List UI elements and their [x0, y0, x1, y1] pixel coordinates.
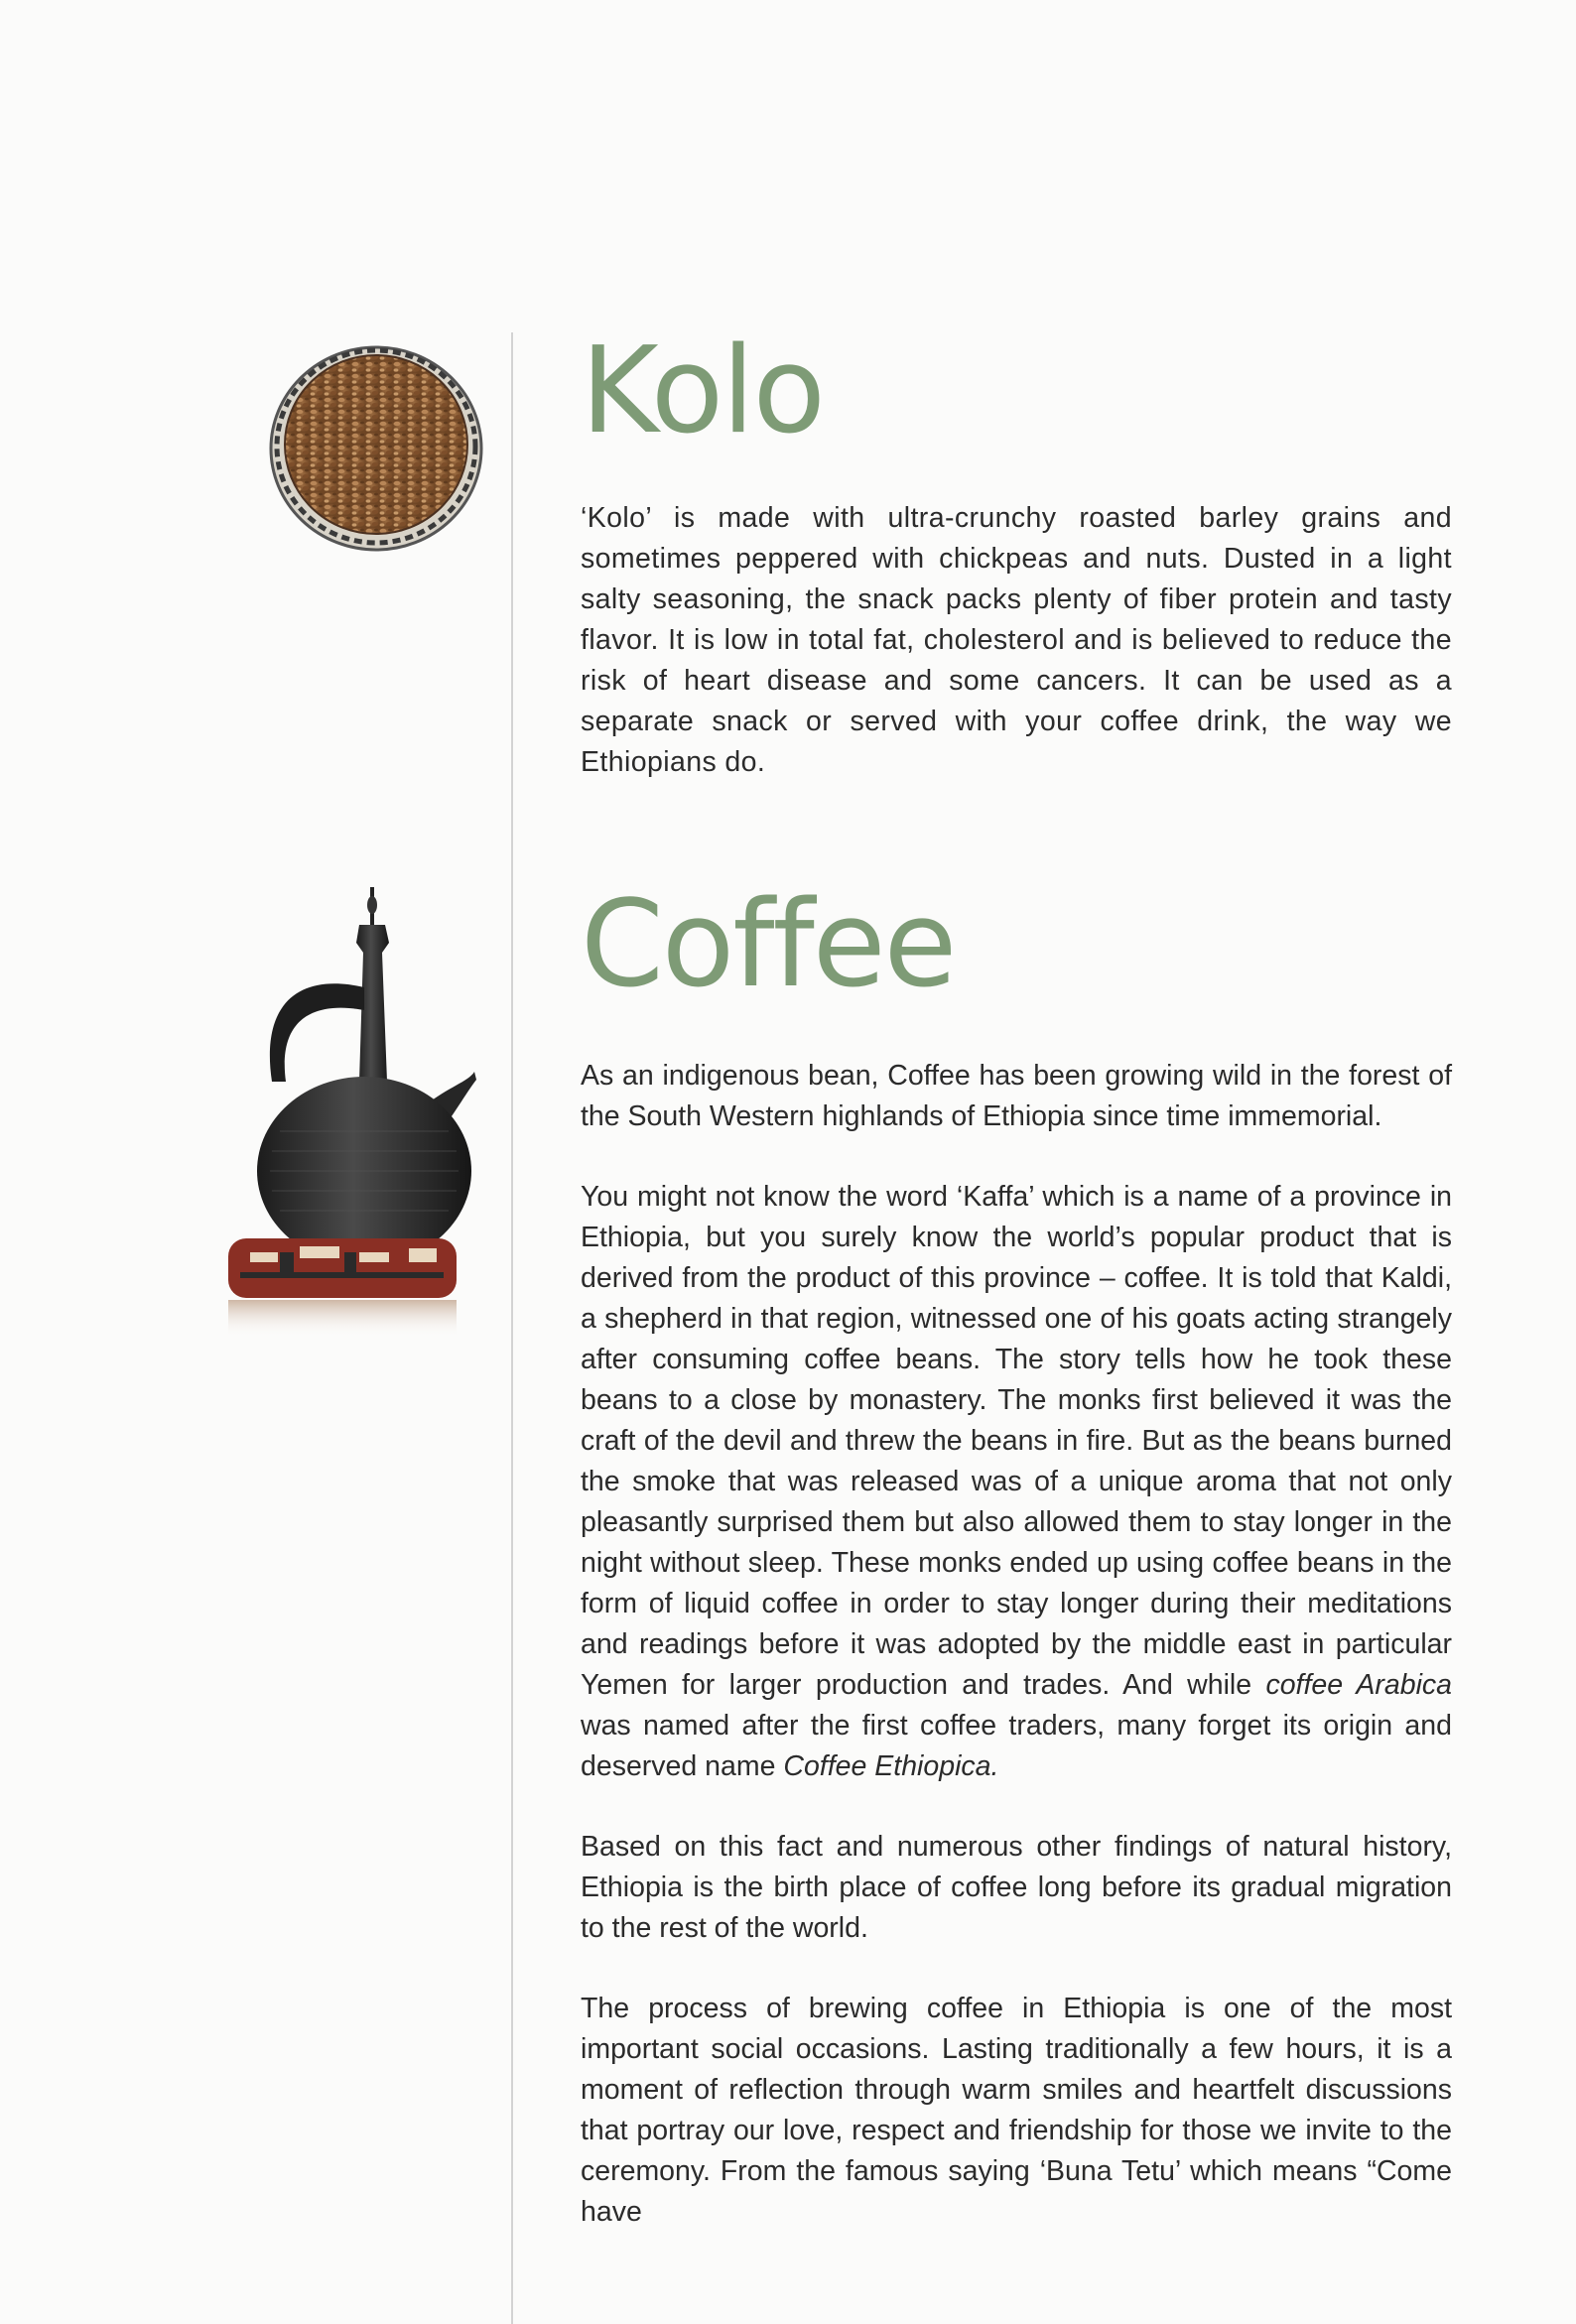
- jebena-coffee-pot-icon: [220, 883, 478, 1340]
- coffee-section: [581, 876, 1452, 2233]
- coffee-paragraph-4: The process of brewing coffee in Ethiopia is one of the most important social occasions. Lasting traditionally a few hours, it is a moment of reflection through warm smiles and heartfelt discussions that portray our love, respect and friendship for those we invite to the ceremony. From the famous saying ‘Buna Tetu’ which means “Come have: [581, 1993, 1452, 2228]
- coffee-title: Coffee: [581, 876, 956, 1014]
- coffee-paragraph-2-text: You might not know the word ‘Kaffa’ which is a name of a province in Ethiopia, but you surely know the world’s popular product that is derived from the product of this province – coffee. It is told that Kaldi, a shepherd in that region, witnessed one of his goats acting strangely after consuming coffee beans. The story tells how he took these beans to a close by monastery. The monks first believed it was the craft of the devil and threw the beans in fire. But as the beans burned the smoke that was released was of a unique aroma that not only pleasantly surprised them but also allowed them to stay longer in the night without sleep. These monks ended up using coffee beans in the form of liquid coffee in order to stay longer during their meditations and readings before it was adopted by the middle east in particular Yemen for larger production and trades. And while: [581, 1181, 1452, 1701]
- vertical-divider: [511, 332, 513, 2324]
- coffee-paragraph-2: [581, 1177, 1452, 1787]
- kolo-title: Kolo: [581, 323, 824, 460]
- coffee-paragraph-2-middle: was named after the first coffee traders, many forget its origin and deserved name: [581, 1710, 1452, 1782]
- coffee-arabica-term: coffee Arabica: [1265, 1669, 1452, 1701]
- coffee-paragraph-1: As an indigenous bean, Coffee has been growing wild in the forest of the South Western highlands of Ethiopia since time immemorial.: [581, 1060, 1452, 1132]
- kolo-section: [581, 323, 1452, 783]
- kolo-paragraph: ‘Kolo’ is made with ultra-crunchy roasted barley grains and sometimes peppered with chickpeas and nuts. Dusted in a light salty seasoning, the snack packs plenty of fiber protein and tasty flavor. It is low in total fat, cholesterol and is believed to reduce the risk of heart disease and some cancers. It can be used as a separate snack or served with your coffee drink, the way we Ethiopians do.: [581, 502, 1452, 778]
- coffee-paragraph-3: Based on this fact and numerous other findings of natural history, Ethiopia is the birth place of coffee long before its gradual migration to the rest of the world.: [581, 1831, 1452, 1944]
- kolo-bowl-icon: [268, 337, 484, 554]
- coffee-ethiopica-term: Coffee Ethiopica.: [783, 1750, 999, 1782]
